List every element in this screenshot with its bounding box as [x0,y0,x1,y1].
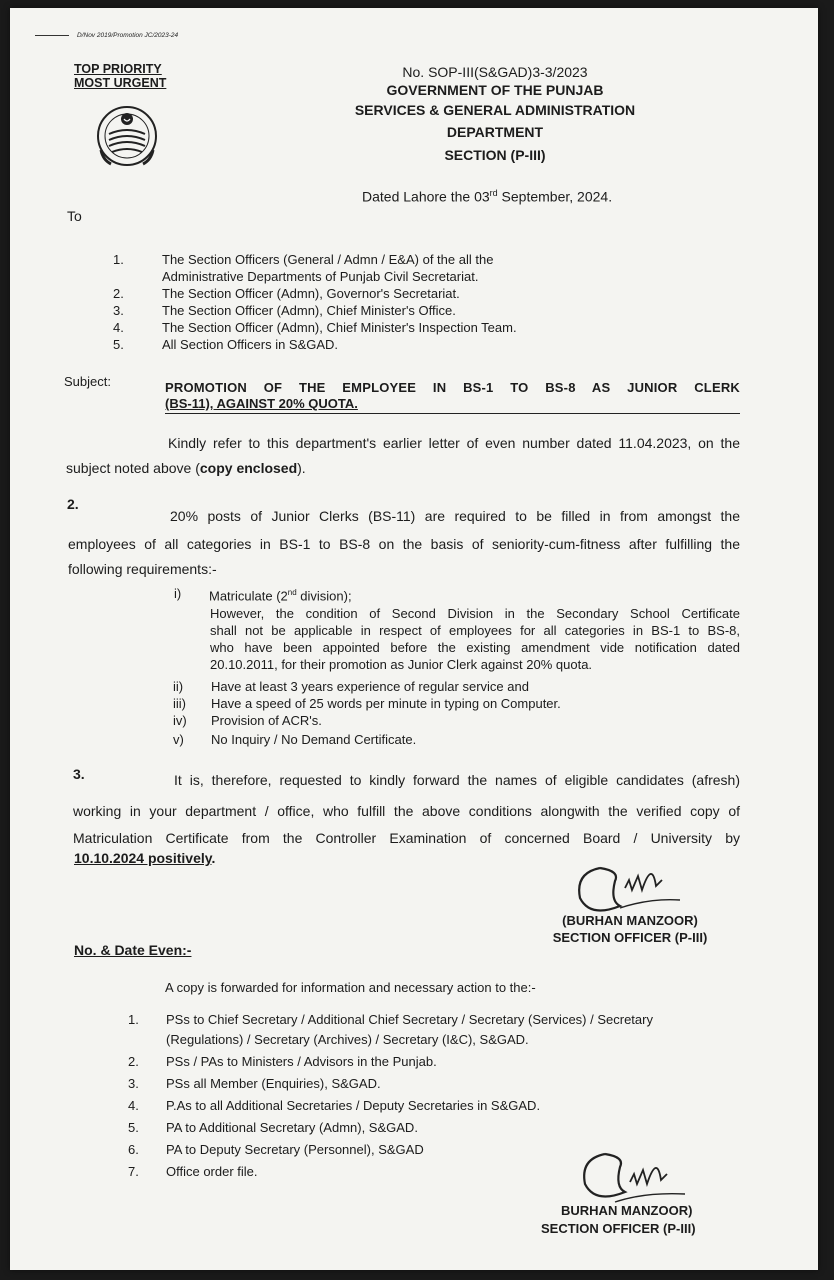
list-item: 4. The Section Officer (Admn), Chief Minister's Inspection Team. [113,320,517,335]
copy-intro: A copy is forwarded for information and necessary action to the:- [165,980,536,995]
req-i-note: However, the condition of Second Division in the Secondary School Certificate shall not be applicable in respect of employees for all categories in BS-1 to BS-8, who have been appointed before the existing amendment vide notification dated 20.10.2011, for their promotion as Junior Clerk against 20% quota. [210,606,740,672]
list-item: v) No Inquiry / No Demand Certificate. [173,732,417,747]
para3-line3: Matriculation Certificate from the Controller Examination of concerned Board / University by [73,830,740,846]
subject-label: Subject: [64,374,111,389]
list-item: 1. PSs to Chief Secretary / Additional Chief Secretary / Secretary (Services) / Secretary [128,1012,653,1027]
letter-number: No. SOP-III(S&GAD)3-3/2023 [402,64,588,80]
list-item: ii) Have at least 3 years experience of regular service and [173,679,529,694]
signatory2-name: BURHAN MANZOOR) [561,1203,693,1218]
section-name: SECTION (P-III) [444,147,546,163]
punjab-emblem-icon [95,104,159,173]
para3-deadline: 10.10.2024 positively. [74,850,216,866]
list-item: 4. P.As to all Additional Secretaries / Deputy Secretaries in S&GAD. [128,1098,541,1113]
req-i-number: i) [174,586,182,601]
para1-line1: Kindly refer to this department's earlier letter of even number dated 11.04.2023, on the [168,435,740,451]
para3-number: 3. [73,766,85,782]
to-label: To [67,208,82,224]
signatory-title: SECTION OFFICER (P-III) [552,930,708,945]
copy-heading: No. & Date Even:- [74,942,192,958]
para2-line3: following requirements:- [68,561,217,577]
list-item: 3. PSs all Member (Enquiries), S&GAD. [128,1076,381,1091]
dept-line2: DEPARTMENT [446,124,544,140]
list-item: 1. The Section Officers (General / Admn / E&A) of the all the [113,252,494,267]
document-page [10,8,818,1270]
para1-line2: subject noted above (copy enclosed). [66,460,306,476]
list-item: 3. The Section Officer (Admn), Chief Minister's Office. [113,303,456,318]
dept-line1: SERVICES & GENERAL ADMINISTRATION [354,102,636,118]
list-item: 5. All Section Officers in S&GAD. [113,337,339,352]
list-item: (Regulations) / Secretary (Archives) / Secretary (I&C), S&GAD. [166,1032,529,1047]
para3-line2: working in your department / office, who fulfill the above conditions alongwith the verified copy of [73,803,740,819]
list-item: Administrative Departments of Punjab Civil Secretariat. [162,269,479,284]
file-ref-scribble [35,32,178,39]
priority-urgent: MOST URGENT [74,76,167,90]
list-item: iv) Provision of ACR's. [173,713,322,728]
para2-line2: employees of all categories in BS-1 to BS-8 on the basis of seniority-cum-fitness after fulfilling the [68,536,740,552]
list-item: 5. PA to Additional Secretary (Admn), S&GAD. [128,1120,418,1135]
priority-top: TOP PRIORITY [74,62,162,76]
list-item: 2. The Section Officer (Admn), Governor's Secretariat. [113,286,460,301]
subject-line1: PROMOTION OF THE EMPLOYEE IN BS-1 TO BS-8 AS JUNIOR CLERK [165,380,740,395]
list-item: 7. Office order file. [128,1164,258,1179]
letter-date: Dated Lahore the 03rd September, 2024. [362,188,613,205]
govt-name: GOVERNMENT OF THE PUNJAB [386,82,604,98]
para2-number: 2. [67,496,79,512]
signatory-name: (BURHAN MANZOOR) [562,913,698,928]
subject-block [165,380,740,414]
signature2-block [561,1202,692,1219]
list-item: 6. PA to Deputy Secretary (Personnel), S&GAD [128,1142,424,1157]
para3-line1: It is, therefore, requested to kindly forward the names of eligible candidates (afresh) [174,772,740,788]
file-ref: D/Nov 2019/Promotion JC/2023-24 [77,32,179,39]
para2-line1: 20% posts of Junior Clerks (BS-11) are required to be filled in from amongst the [170,508,740,524]
signature-block [520,912,740,946]
req-i-text: Matriculate (2nd division); [209,588,352,604]
list-item: 2. PSs / PAs to Ministers / Advisors in the Punjab. [128,1054,437,1069]
letterhead [330,63,660,167]
subject-line2: (BS-11), AGAINST 20% QUOTA. [165,396,358,411]
signatory2-title: SECTION OFFICER (P-III) [541,1221,696,1236]
list-item: iii) Have a speed of 25 words per minute in typing on Computer. [173,696,561,711]
